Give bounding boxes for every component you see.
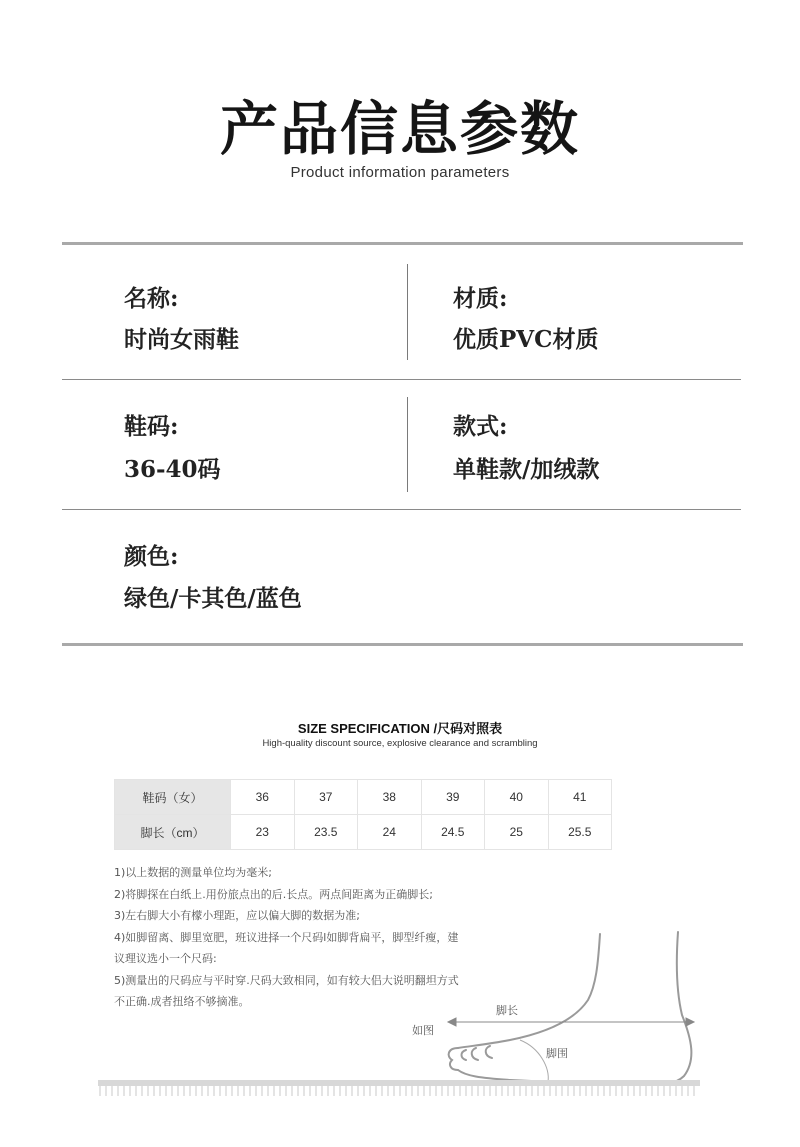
foot-length-label: 脚长 [496,1004,518,1017]
table-cell: 40 [485,780,549,815]
size-value: 36-40码 [124,456,221,483]
table-cell: 36 [231,780,295,815]
params-bottom-divider [62,643,743,646]
table-cell: 23 [231,815,295,850]
size-spec-title: SIZE SPECIFICATION /尺码对照表 [297,721,503,736]
name-label: 名称: [124,285,179,312]
table-row-head: 鞋码（女） [115,780,231,815]
table-cell: 25 [485,815,549,850]
params-column-divider [407,397,408,492]
color-label: 颜色: [124,543,179,570]
size-label: 鞋码: [124,413,179,440]
table-cell: 38 [358,780,422,815]
table-cell: 24.5 [421,815,485,850]
size-table [114,779,612,850]
material-value: 优质PVC材质 [453,326,599,353]
table-cell: 41 [548,780,612,815]
table-cell: 23.5 [294,815,358,850]
size-spec-subtitle: High-quality discount source, explosive clearance and scrambling [262,738,538,749]
table-cell: 39 [421,780,485,815]
name-value: 时尚女雨鞋 [124,326,239,353]
note-line: 3)左右脚大小有檬小理距，应以偏大脚的数据为准; [114,909,360,922]
page-subtitle: Product information parameters [290,164,510,181]
note-line: 5)测量出的尺码应与平时穿.尺码大致相同，如有较大侣大说明翻坦方式 [114,973,459,987]
table-cell: 24 [358,815,422,850]
table-row [115,780,612,815]
table-cell: 25.5 [548,815,612,850]
ruler-graphic [98,1080,700,1100]
params-column-divider [407,264,408,360]
note-line: 不正确.成者扭络不够摘准。 [114,995,250,1008]
table-cell: 37 [294,780,358,815]
params-row-divider [62,379,741,380]
note-line: 2)将脚探在白纸上.用份旅点出的后.长点。两点间距离为正确脚长; [114,887,433,901]
params-row-divider [62,509,741,510]
color-value: 绿色/卡其色/蓝色 [124,585,302,612]
table-row [115,815,612,850]
foot-girth-label: 脚围 [546,1047,568,1060]
material-label: 材质: [453,285,508,312]
style-value: 单鞋款/加绒款 [453,456,600,483]
note-line: 4)如脚留离、脚里宽肥，班议进择一个尺码l如脚背扁平，脚型纤瘦，建 [114,930,459,944]
foot-illustration [400,920,720,1100]
diagram-caption: 如图 [412,1024,434,1037]
note-line: 1)以上数据的测量单位均为毫米; [114,866,272,879]
style-label: 款式: [453,413,508,440]
note-line: 议理议选小一个尺码: [114,952,217,965]
table-row-head: 脚长（cm） [115,815,231,850]
page-title: 产品信息参数 [219,95,580,163]
params-top-divider [62,242,743,245]
